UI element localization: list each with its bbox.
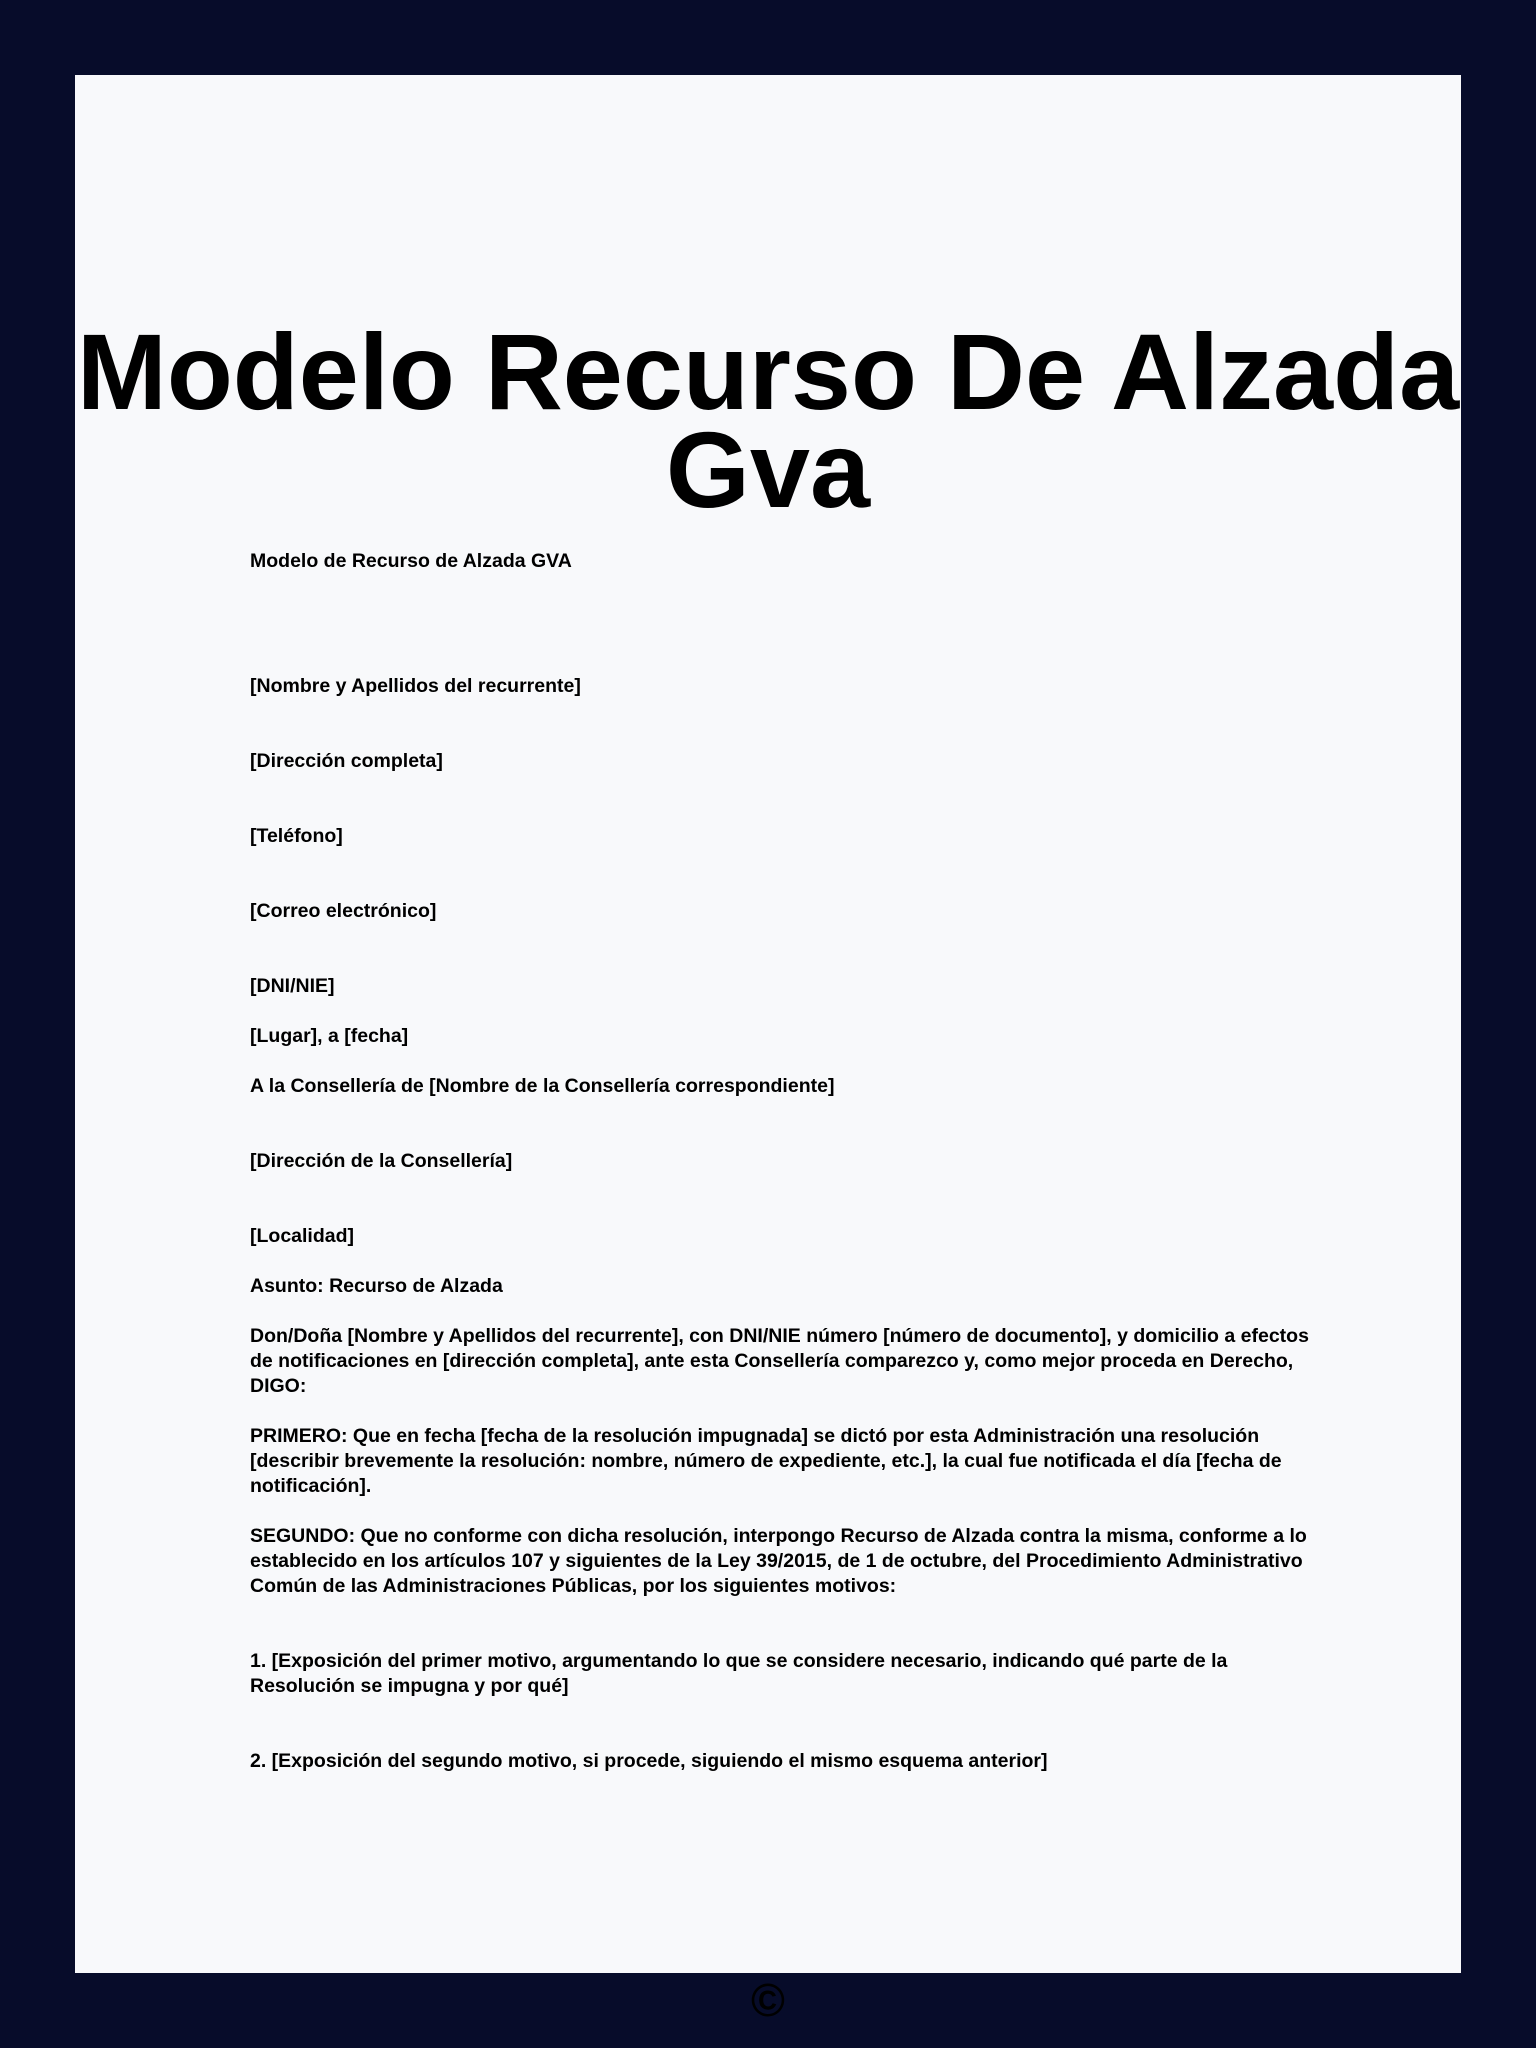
reason-two: 2. [Exposición del segundo motivo, si procede, siguiendo el mismo esquema anterior] xyxy=(250,1750,1048,1772)
place-date-line: [Lugar], a [fecha] xyxy=(250,1025,409,1047)
address-placeholder: [Dirección completa] xyxy=(250,750,443,772)
locality-placeholder: [Localidad] xyxy=(250,1225,355,1247)
first-point-paragraph: PRIMERO: Que en fecha [fecha de la resolución impugnada] se dictó por esta Administración una resolución [describir brevemente la resolución: nombre, número de expediente, etc.], la cual fue notificada el día [fecha de notificación]. xyxy=(250,1425,1282,1497)
copyright-icon: © xyxy=(751,1974,785,2026)
intro-paragraph: Don/Doña [Nombre y Apellidos del recurrente], con DNI/NIE número [número de documento], y domicilio a efectos de notificaciones en [dirección completa], ante esta Consellería comparezco y, como mejor proceda en Derecho, DIGO: xyxy=(250,1325,1309,1397)
applicant-name-placeholder: [Nombre y Apellidos del recurrente] xyxy=(250,675,581,697)
email-placeholder: [Correo electrónico] xyxy=(250,900,437,922)
phone-placeholder: [Teléfono] xyxy=(250,825,343,847)
subject-line: Asunto: Recurso de Alzada xyxy=(250,1275,503,1297)
reason-one: 1. [Exposición del primer motivo, argumentando lo que se considere necesario, indicando qué parte de la Resolución se impugna y por qué] xyxy=(250,1650,1228,1697)
document-title: Modelo Recurso De Alzada Gva xyxy=(76,311,1460,530)
id-placeholder: [DNI/NIE] xyxy=(250,975,335,997)
document-heading: Modelo de Recurso de Alzada GVA xyxy=(250,550,572,572)
second-point-paragraph: SEGUNDO: Que no conforme con dicha resolución, interpongo Recurso de Alzada contra la misma, conforme a lo establecido en los artículos 107 y siguientes de la Ley 39/2015, de 1 de octubre, del Procedimiento Administrativo Común de las Administraciones Públicas, por los siguientes motivos: xyxy=(250,1525,1307,1597)
recipient-line: A la Consellería de [Nombre de la Consellería correspondiente] xyxy=(250,1075,835,1097)
document-page xyxy=(75,75,1461,2026)
recipient-address-placeholder: [Dirección de la Consellería] xyxy=(250,1150,513,1172)
